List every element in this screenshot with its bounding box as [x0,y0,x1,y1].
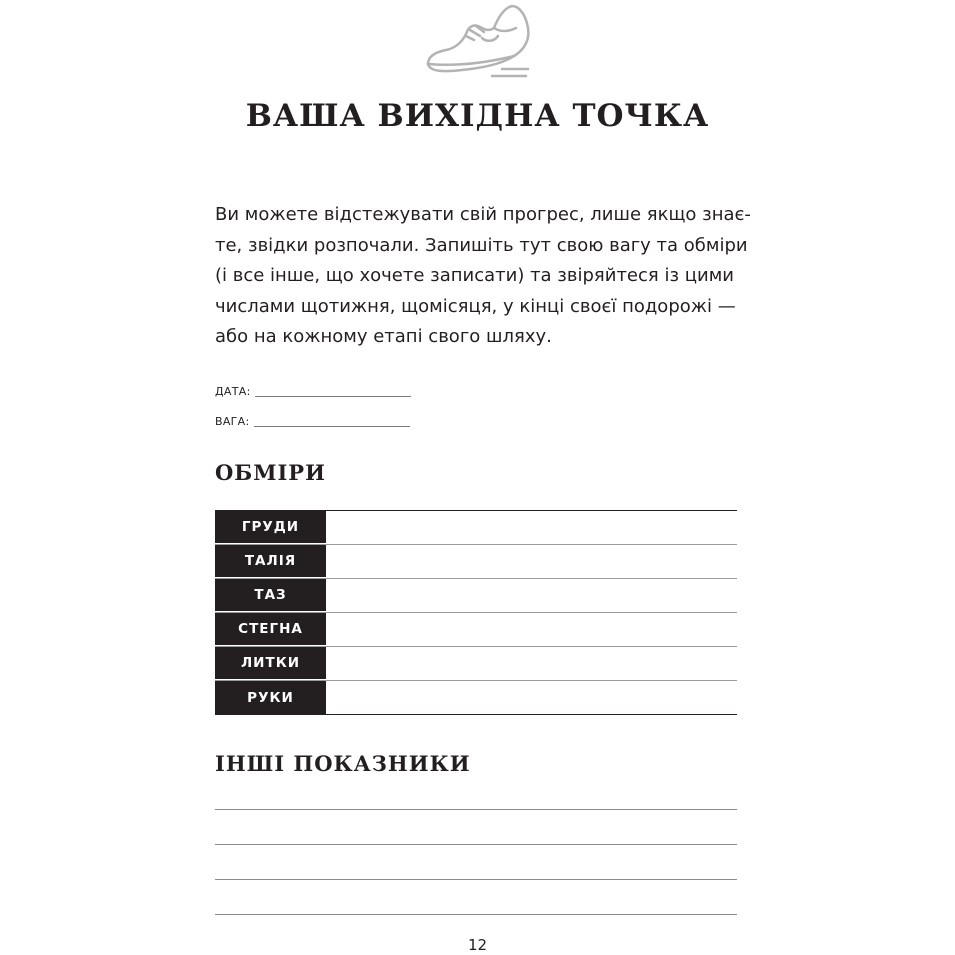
date-input-line[interactable] [255,396,411,397]
row-input-cell[interactable] [326,511,737,544]
intro-line: (і все інше, що хочете записати) та звіряйтеся із цими [215,265,734,286]
row-label: ТАЗ [215,579,326,612]
row-input-cell[interactable] [326,579,737,612]
table-row [215,545,737,579]
running-shoe-icon [422,2,532,78]
date-label: ДАТА: [215,385,251,398]
table-row [215,511,737,545]
measurements-heading: ОБМІРИ [215,460,326,485]
measurements-table [215,510,737,715]
intro-paragraph [215,200,751,353]
intro-line: або на кожному етапі свого шляху. [215,326,552,347]
writing-line[interactable] [215,844,737,845]
writing-line[interactable] [215,914,737,915]
page-number: 12 [467,936,488,954]
row-input-cell[interactable] [326,647,737,680]
row-label: ГРУДИ [215,511,326,544]
writing-line[interactable] [215,809,737,810]
table-row [215,681,737,715]
page-title: ВАША ВИХІДНА ТОЧКА [245,98,710,134]
intro-line: Ви можете відстежувати свій прогрес, лише якщо знає- [215,204,751,225]
row-label: ЛИТКИ [215,647,326,680]
row-label: ТАЛІЯ [215,545,326,578]
other-indicators-heading: ІНШІ ПОКАЗНИКИ [215,751,471,776]
weight-label: ВАГА: [215,415,250,428]
weight-input-line[interactable] [254,426,410,427]
row-input-cell[interactable] [326,681,737,714]
date-field[interactable] [215,382,411,398]
writing-line[interactable] [215,879,737,880]
row-input-cell[interactable] [326,613,737,646]
intro-line: числами щотижня, щомісяця, у кінці своєї подорожі — [215,295,736,317]
row-label: РУКИ [215,681,326,714]
weight-field[interactable] [215,412,410,428]
table-row [215,579,737,613]
row-input-cell[interactable] [326,545,737,578]
intro-line: те, звідки розпочали. Запишіть тут свою вагу та обміри [215,234,748,256]
row-label: СТЕГНА [215,613,326,646]
table-row [215,613,737,647]
table-row [215,647,737,681]
